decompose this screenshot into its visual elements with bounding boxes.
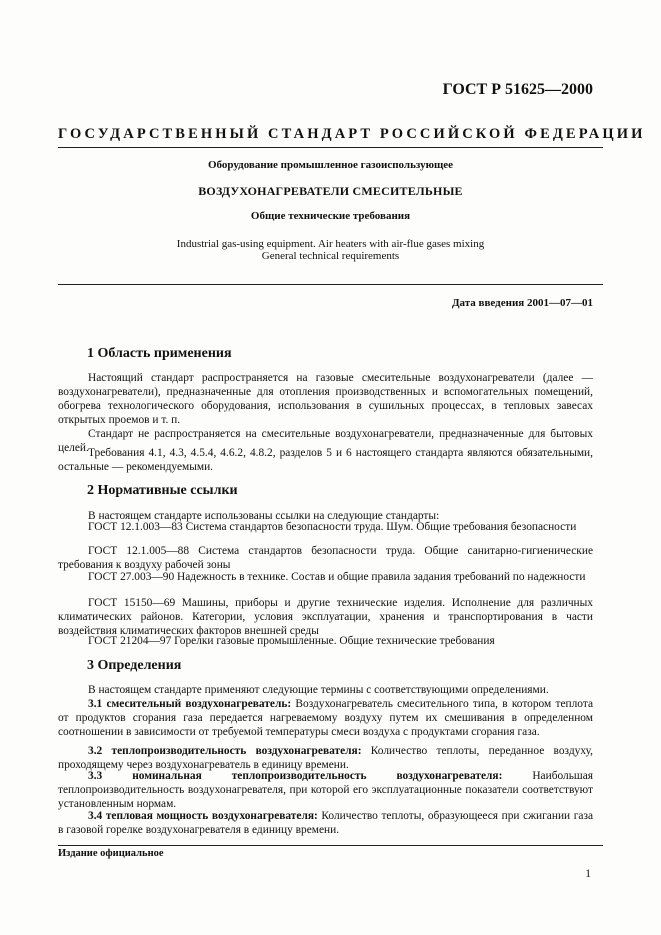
definition-3-1-term: 3.1 смесительный воздухонагреватель: (88, 698, 292, 710)
definition-3-1 (58, 698, 593, 740)
section-2-intro: В настоящем стандарте использованы ссылки на следующие стандарты: (88, 510, 440, 522)
reference-gost-12-1-005: ГОСТ 12.1.005—88 Система стандартов безопасности труда. Общие санитарно-гигиенические требования к воздуху рабочей зоны (58, 545, 593, 571)
reference-gost-12-1-003: ГОСТ 12.1.003—83 Система стандартов безопасности труда. Шум. Общие требования безопасности (88, 521, 577, 533)
definition-3-4-term: 3.4 тепловая мощность воздухонагревателя: (88, 810, 318, 822)
english-title-line-1: Industrial gas-using equipment. Air heaters with air-flue gases mixing (176, 238, 485, 250)
definition-3-3-text: Наибольшая теплопроизводительность воздухонагревателя, при которой его эксплуатационные показатели соответствуют установленным нормам. (58, 770, 593, 810)
official-edition-label: Издание официальное (58, 848, 164, 859)
reference-gost-15150: ГОСТ 15150—69 Машины, приборы и другие технические изделия. Исполнение для различных климатических районов. Категории, условия эксплуатации, хранения и транспортирования в части воздействия климатических факторов внешней среды (58, 597, 593, 637)
page-number: 1 (585, 868, 591, 880)
section-3-heading: 3 Определения (87, 658, 182, 673)
definition-3-2 (58, 745, 593, 773)
document-title: ВОЗДУХОНАГРЕВАТЕЛИ СМЕСИТЕЛЬНЫЕ (198, 184, 463, 198)
section-1-paragraph-1: Настоящий стандарт распространяется на газовые смесительные воздухонагреватели (далее — воздухонагреватели), предназначенные для отопления производственных и вспомогательных помещений, обогрева технологического оборудования, использования в сушильных процессах, в тепловых завесах открытых проемов и т. п. (58, 372, 593, 426)
gost-number: ГОСТ Р 51625—2000 (442, 81, 593, 98)
definition-3-2-term: 3.2 теплопроизводительность воздухонагревателя: (88, 745, 362, 757)
section-2-heading: 2 Нормативные ссылки (87, 483, 238, 498)
definition-3-1-text: Воздухонагреватель смесительного типа, в котором теплота от продуктов сгорания газа передается нагреваемому воздуху путем их смешивания в определенном соотношении в зависимости от требуемой температуры смеси воздуха с продуктами сгорания газа. (58, 698, 594, 738)
reference-gost-21204: ГОСТ 21204—97 Горелки газовые промышленные. Общие технические требования (88, 635, 495, 647)
state-standard-title: ГОСУДАРСТВЕННЫЙ СТАНДАРТ РОССИЙСКОЙ ФЕДЕРАЦИИ (58, 126, 646, 142)
definition-3-3-term: 3.3 номинальная теплопроизводительность воздухонагревателя: (88, 770, 503, 782)
section-1-heading: 1 Область применения (87, 346, 232, 361)
introduction-date: Дата введения 2001—07—01 (451, 297, 593, 309)
footer-rule (58, 845, 603, 846)
definition-3-4 (58, 810, 593, 838)
section-3-intro: В настоящем стандарте применяют следующие термины с соответствующими определениями. (88, 684, 549, 696)
definition-3-4-text: Количество теплоты, образующееся при сжигании газа в газовой горелке воздухонагревателя в единицу времени. (58, 810, 593, 836)
document-subtitle: Общие технические требования (250, 210, 411, 222)
section-1-paragraph-3: Требования 4.1, 4.3, 4.5.4, 4.6.2, 4.8.2, разделов 5 и 6 настоящего стандарта являются обязательными, остальные — рекомендуемыми. (58, 447, 593, 473)
definition-3-2-text: Количество теплоты, переданное воздуху, проходящему через воздухонагреватель в единицу времени. (58, 745, 593, 771)
reference-gost-27-003: ГОСТ 27.003—90 Надежность в технике. Состав и общие правила задания требований по надежности (88, 571, 586, 583)
definition-3-3 (58, 770, 593, 812)
english-title-line-2: General technical requirements (261, 250, 400, 262)
title-rule (58, 284, 603, 285)
equipment-category: Оборудование промышленное газоиспользующее (207, 159, 454, 171)
header-rule (58, 147, 603, 148)
section-1-paragraph-2: Стандарт не распространяется на смесительные воздухонагреватели, предназначенные для бытовых целей. (58, 428, 593, 454)
